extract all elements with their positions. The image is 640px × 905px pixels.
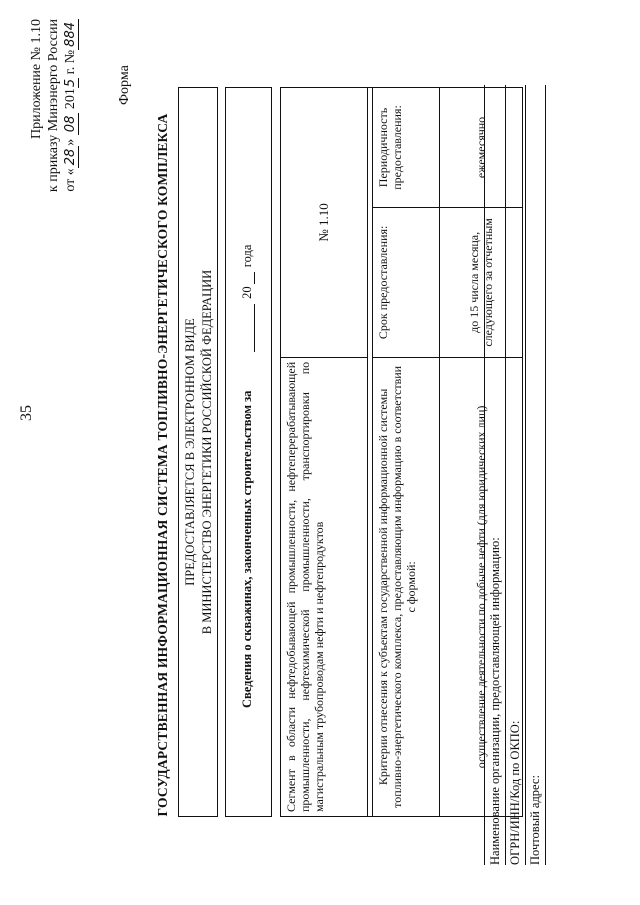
divider bbox=[525, 85, 526, 865]
criteria-table bbox=[280, 87, 523, 817]
document-title: ГОСУДАРСТВЕННАЯ ИНФОРМАЦИОННАЯ СИСТЕМА ТОПЛИВНО-ЭНЕРГЕТИЧЕСКОГО КОМПЛЕКСА bbox=[155, 113, 170, 817]
submission-box bbox=[178, 87, 218, 817]
segment-cell: Сегмент в области нефтедобывающей промышленности, нефтеперерабатывающей промышленности, нефтехимической промышленности, транспортировки по магистральным трубопроводам нефти и нефтепродуктов bbox=[281, 357, 368, 816]
year-prefix: 20 bbox=[240, 286, 254, 299]
divider bbox=[505, 85, 506, 865]
period-blank bbox=[254, 304, 255, 352]
handwritten-month: 08 bbox=[63, 113, 79, 136]
appendix-block bbox=[28, 19, 79, 229]
appendix-date-line bbox=[62, 19, 79, 229]
submission-line2: В МИНИСТЕРСТВО ЭНЕРГЕТИКИ РОССИЙСКОЙ ФЕДЕРАЦИИ bbox=[200, 269, 214, 635]
table-header-row bbox=[373, 88, 440, 817]
date-prefix: от « bbox=[63, 168, 78, 192]
handwritten-order-number: 884 bbox=[63, 19, 79, 50]
header-deadline: Срок предоставления: bbox=[373, 207, 440, 357]
handwritten-day: 28 bbox=[63, 146, 79, 169]
handwritten-year-digit: 5 bbox=[63, 78, 78, 88]
form-number-cell: № 1.10 bbox=[281, 88, 368, 358]
header-criteria: Критерии отнесения к субъектам государственной информационной системы топливно-энергетического комплекса, предоставляющим информацию в соответствии с формой: bbox=[373, 357, 440, 816]
date-mid: » bbox=[63, 138, 78, 146]
submission-line1: ПРЕДОСТАВЛЯЕТСЯ В ЭЛЕКТРОННОМ ВИДЕ bbox=[183, 318, 197, 586]
report-period bbox=[240, 245, 255, 354]
cell-criteria: осуществление деятельности по добыче нефти (для юридических лиц) bbox=[440, 357, 523, 816]
org-name-label: Наименование организации, предоставляющей информацию: bbox=[488, 537, 502, 865]
cell-periodicity: ежемесячно bbox=[440, 88, 523, 208]
report-title-box bbox=[225, 87, 272, 817]
divider bbox=[484, 85, 485, 865]
org-address-label: Почтовый адрес: bbox=[528, 775, 542, 865]
appendix-line1: Приложение № 1.10 bbox=[29, 19, 44, 139]
page-number: 35 bbox=[18, 405, 35, 421]
divider bbox=[545, 85, 546, 865]
form-label: Форма bbox=[117, 65, 132, 105]
appendix-line2: к приказу Минэнерго России bbox=[46, 19, 61, 193]
segment-row bbox=[281, 88, 368, 817]
year-suffix: г. № bbox=[63, 49, 78, 75]
header-periodicity: Периодичность предоставления: bbox=[373, 88, 440, 208]
org-ids-label: ОГРН/ИНН/Код по ОКПО: bbox=[508, 720, 522, 865]
year-blank bbox=[254, 272, 255, 284]
cell-deadline: до 15 числа месяца, следующего за отчетным bbox=[440, 207, 523, 357]
year-suffix: года bbox=[240, 244, 254, 268]
report-title: Сведения о скважинах, законченных строительством за bbox=[240, 390, 254, 708]
table-row bbox=[440, 88, 523, 817]
year-prefix: 201 bbox=[63, 88, 78, 110]
